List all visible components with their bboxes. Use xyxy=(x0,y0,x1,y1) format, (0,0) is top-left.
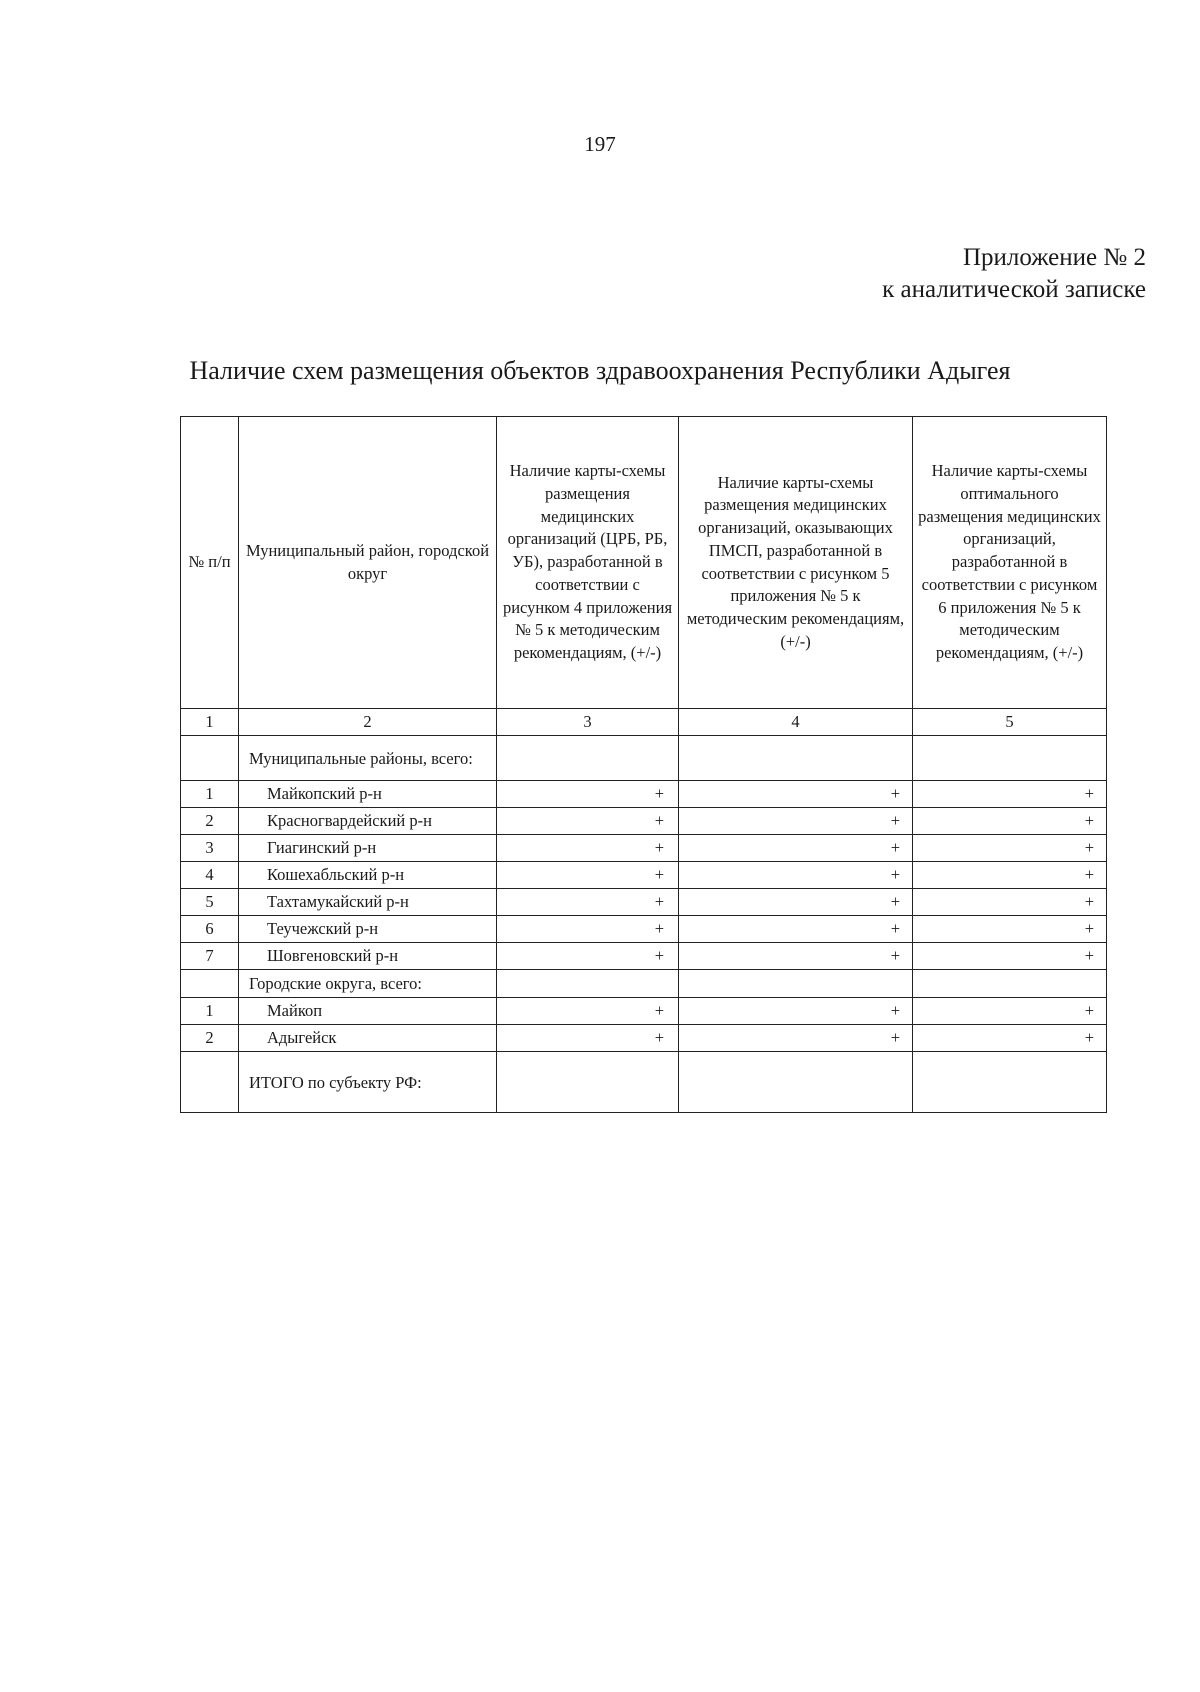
row-mark-map-crb: + xyxy=(497,808,679,835)
column-number: 5 xyxy=(913,709,1107,736)
row-mark-map-crb: + xyxy=(497,862,679,889)
row-number: 2 xyxy=(181,1025,239,1052)
row-mark-map-pmsp: + xyxy=(679,808,913,835)
table-row xyxy=(181,889,1107,916)
table-row xyxy=(181,1025,1107,1052)
row-mark-map-optimal: + xyxy=(913,943,1107,970)
document-title: Наличие схем размещения объектов здравоохранения Республики Адыгея xyxy=(189,356,1011,385)
section-city-label: Городские округа, всего: xyxy=(239,970,497,998)
column-number-row xyxy=(181,709,1107,736)
row-district-name: Майкопский р-н xyxy=(239,781,497,808)
row-mark-map-crb: + xyxy=(497,781,679,808)
row-mark-map-pmsp: + xyxy=(679,889,913,916)
total-label: ИТОГО по субъекту РФ: xyxy=(239,1052,497,1113)
header-district: Муниципальный район, городской округ xyxy=(239,417,497,709)
row-mark-map-crb: + xyxy=(497,835,679,862)
row-number: 7 xyxy=(181,943,239,970)
row-district-name: Красногвардейский р-н xyxy=(239,808,497,835)
row-mark-map-optimal: + xyxy=(913,862,1107,889)
section-city-row xyxy=(181,970,1107,998)
row-mark-map-pmsp: + xyxy=(679,998,913,1025)
column-number: 2 xyxy=(239,709,497,736)
row-number: 3 xyxy=(181,835,239,862)
row-mark-map-crb: + xyxy=(497,998,679,1025)
row-mark-map-crb: + xyxy=(497,916,679,943)
row-mark-map-pmsp: + xyxy=(679,916,913,943)
row-number: 1 xyxy=(181,781,239,808)
row-number: 6 xyxy=(181,916,239,943)
row-mark-map-crb: + xyxy=(497,1025,679,1052)
header-map-optimal: Наличие карты-схемы оптимального размещения медицинских организаций, разработанной в соответствии с рисунком 6 приложения № 5 к методическим рекомендациям, (+/-) xyxy=(913,417,1107,709)
row-district-name: Майкоп xyxy=(239,998,497,1025)
table-row xyxy=(181,862,1107,889)
row-number: 1 xyxy=(181,998,239,1025)
row-district-name: Адыгейск xyxy=(239,1025,497,1052)
table-row xyxy=(181,998,1107,1025)
row-mark-map-pmsp: + xyxy=(679,943,913,970)
row-district-name: Тахтамукайский р-н xyxy=(239,889,497,916)
facilities-table xyxy=(180,416,1107,1113)
table-header-row xyxy=(181,417,1107,709)
header-map-crb: Наличие карты-схемы размещения медицинских организаций (ЦРБ, РБ, УБ), разработанной в соответствии с рисунком 4 приложения № 5 к методическим рекомендациям, (+/-) xyxy=(497,417,679,709)
section-municipal-row xyxy=(181,736,1107,781)
page-number: 197 xyxy=(584,132,616,156)
row-mark-map-crb: + xyxy=(497,943,679,970)
header-map-pmsp: Наличие карты-схемы размещения медицинских организаций, оказывающих ПМСП, разработанной в соответствии с рисунком 5 приложения № 5 к методическим рекомендациям, (+/-) xyxy=(679,417,913,709)
row-district-name: Гиагинский р-н xyxy=(239,835,497,862)
table-row xyxy=(181,781,1107,808)
row-number: 4 xyxy=(181,862,239,889)
row-mark-map-optimal: + xyxy=(913,808,1107,835)
row-number: 2 xyxy=(181,808,239,835)
section-municipal-label: Муниципальные районы, всего: xyxy=(239,736,497,781)
row-mark-map-pmsp: + xyxy=(679,1025,913,1052)
row-mark-map-pmsp: + xyxy=(679,781,913,808)
appendix-line-1: Приложение № 2 xyxy=(962,244,1146,271)
row-district-name: Теучежский р-н xyxy=(239,916,497,943)
row-district-name: Шовгеновский р-н xyxy=(239,943,497,970)
appendix-line-2: к аналитической записке xyxy=(882,276,1146,303)
row-mark-map-optimal: + xyxy=(913,889,1107,916)
appendix-reference xyxy=(882,242,1146,306)
column-number: 4 xyxy=(679,709,913,736)
table-row xyxy=(181,943,1107,970)
row-mark-map-pmsp: + xyxy=(679,862,913,889)
row-district-name: Кошехабльский р-н xyxy=(239,862,497,889)
table-row xyxy=(181,835,1107,862)
row-mark-map-optimal: + xyxy=(913,781,1107,808)
row-number: 5 xyxy=(181,889,239,916)
header-number: № п/п xyxy=(181,417,239,709)
total-row xyxy=(181,1052,1107,1113)
row-mark-map-optimal: + xyxy=(913,835,1107,862)
table-row xyxy=(181,916,1107,943)
table-row xyxy=(181,808,1107,835)
row-mark-map-optimal: + xyxy=(913,1025,1107,1052)
column-number: 3 xyxy=(497,709,679,736)
column-number: 1 xyxy=(181,709,239,736)
row-mark-map-optimal: + xyxy=(913,916,1107,943)
row-mark-map-crb: + xyxy=(497,889,679,916)
row-mark-map-optimal: + xyxy=(913,998,1107,1025)
row-mark-map-pmsp: + xyxy=(679,835,913,862)
